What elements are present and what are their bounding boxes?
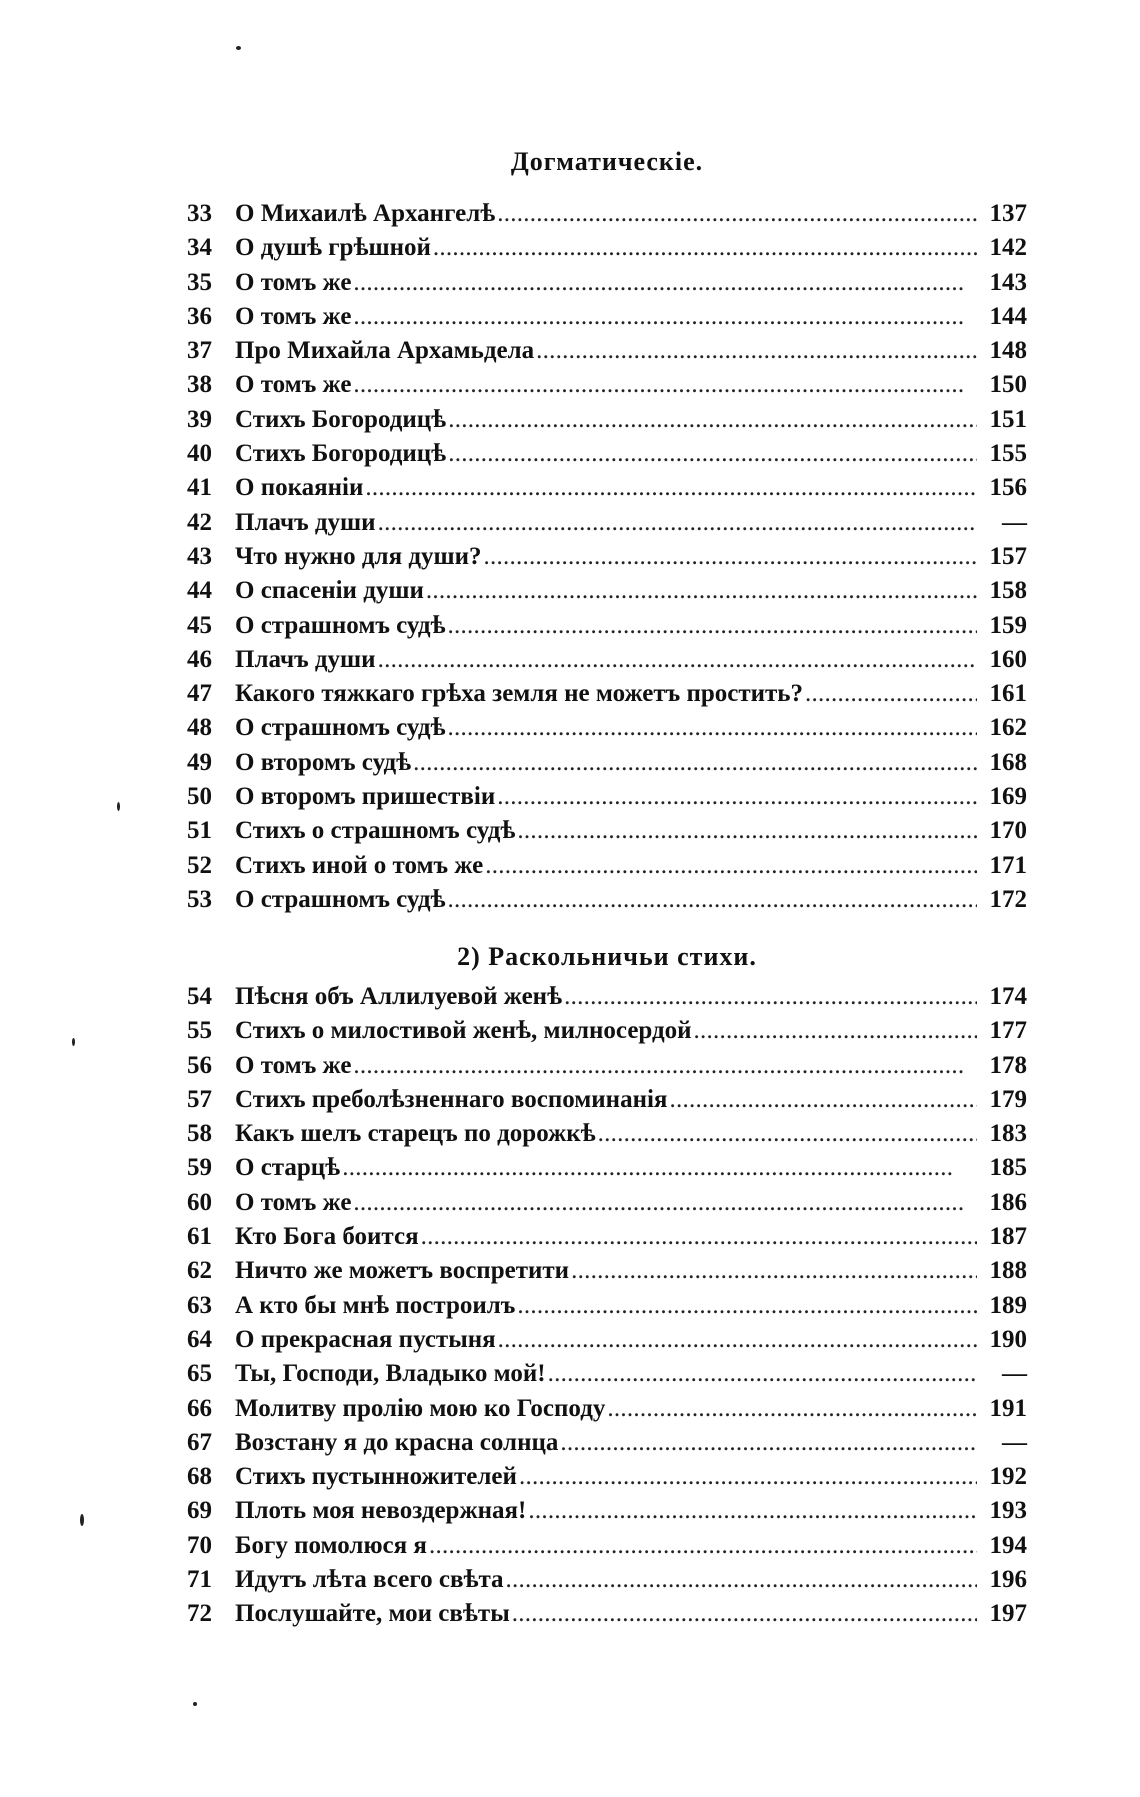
entry-number: 43 <box>187 542 212 570</box>
dot-leader <box>448 612 977 640</box>
entry-title: О прекрасная пустыня <box>235 1325 496 1353</box>
entry-page-number: 161 <box>989 680 1027 708</box>
toc-entry <box>187 1429 1027 1463</box>
entry-page-number: 177 <box>989 1017 1027 1045</box>
entry-page-number: 137 <box>989 200 1027 227</box>
toc-entry <box>187 337 1027 371</box>
entry-title: Кто Бога боится <box>235 1223 419 1251</box>
entry-number: 33 <box>187 200 212 227</box>
entry-title: О второмъ судѣ <box>235 748 412 776</box>
entry-title: Что нужно для души? <box>235 542 482 570</box>
entry-page-number: 171 <box>989 851 1027 879</box>
entry-number: 40 <box>187 440 212 468</box>
dot-leader <box>598 1120 977 1148</box>
entry-title: Ничто же можетъ воспретити <box>235 1257 570 1285</box>
entry-number: 67 <box>187 1428 212 1456</box>
entry-title: Стихъ о милостивой женѣ, милносердой <box>235 1017 692 1045</box>
entry-number: 68 <box>187 1463 212 1491</box>
toc-entry <box>187 1086 1027 1120</box>
entry-page-number: 196 <box>989 1566 1027 1594</box>
entry-page-number: 169 <box>989 783 1027 811</box>
ink-speck <box>193 1702 197 1706</box>
dot-leader <box>536 337 977 365</box>
toc-entry <box>187 1326 1027 1360</box>
entry-number: 45 <box>187 611 212 639</box>
toc-entry <box>187 1292 1027 1326</box>
section-heading-text: Раскольничьи стихи. <box>488 942 757 971</box>
entry-title: Какого тяжкаго грѣха земля не можетъ простить? <box>235 680 804 708</box>
toc-entry <box>187 474 1027 508</box>
entry-page-number: — <box>1002 1428 1027 1456</box>
dot-leader <box>433 234 977 262</box>
entry-number: 48 <box>187 714 212 742</box>
dot-leader <box>497 200 977 228</box>
dot-leader <box>528 1497 977 1525</box>
ink-speck <box>236 46 241 50</box>
entry-number: 44 <box>187 577 212 605</box>
entry-page-number: 190 <box>989 1325 1027 1353</box>
entry-title: О томъ же <box>235 1188 352 1216</box>
entry-page-number: — <box>1002 1360 1027 1388</box>
entry-page-number: 151 <box>989 405 1027 433</box>
section-heading-text: Догматическіе. <box>510 147 704 176</box>
dot-leader <box>413 749 977 777</box>
entry-number: 61 <box>187 1223 212 1251</box>
entry-number: 69 <box>187 1497 212 1525</box>
toc-entry <box>187 983 1027 1017</box>
section-heading-dogmatic <box>187 147 1027 177</box>
entry-number: 56 <box>187 1051 212 1079</box>
entry-title: Плоть моя невоздержная! <box>235 1497 527 1525</box>
dot-leader <box>378 646 977 674</box>
entry-title: Стихъ Богородицѣ <box>235 405 447 433</box>
entry-number: 62 <box>187 1257 212 1285</box>
dot-leader <box>365 474 977 502</box>
dot-leader <box>421 1223 977 1251</box>
entry-title: Богу помолюся я <box>235 1531 427 1559</box>
entry-number: 72 <box>187 1600 212 1628</box>
entry-number: 64 <box>187 1325 212 1353</box>
toc-entry <box>187 1395 1027 1429</box>
entry-title: О томъ же <box>235 268 352 296</box>
entry-page-number: 188 <box>989 1257 1027 1285</box>
entry-number: 42 <box>187 508 212 536</box>
entry-title: Стихъ преболѣзненнаго воспоминанія <box>235 1085 668 1113</box>
entry-page-number: 187 <box>989 1223 1027 1251</box>
entry-number: 47 <box>187 680 212 708</box>
dot-leader <box>378 509 977 537</box>
dot-leader <box>353 269 977 297</box>
entry-number: 54 <box>187 983 212 1010</box>
toc-entry <box>187 1120 1027 1154</box>
toc-entry <box>187 509 1027 543</box>
entry-number: 51 <box>187 817 212 845</box>
entry-title: Стихъ пустынножителей <box>235 1463 517 1491</box>
toc-entry <box>187 749 1027 783</box>
dot-leader <box>805 680 977 708</box>
dot-leader <box>484 543 977 571</box>
entry-number: 39 <box>187 405 212 433</box>
toc-entry <box>187 1052 1027 1086</box>
toc-entry <box>187 1223 1027 1257</box>
toc-entry <box>187 680 1027 714</box>
dot-leader <box>342 1154 977 1182</box>
entry-page-number: 179 <box>989 1085 1027 1113</box>
entry-title: Идутъ лѣта всего свѣта <box>235 1566 504 1594</box>
dot-leader <box>512 1600 977 1628</box>
toc-entry <box>187 714 1027 748</box>
dot-leader <box>694 1017 977 1045</box>
dot-leader <box>517 817 977 845</box>
ink-speck <box>80 1514 84 1526</box>
toc-entry <box>187 406 1027 440</box>
entry-page-number: 191 <box>989 1394 1027 1422</box>
entry-number: 59 <box>187 1154 212 1182</box>
entry-title: Какъ шелъ старецъ по дорожкѣ <box>235 1120 596 1148</box>
entry-page-number: 158 <box>989 577 1027 605</box>
entry-page-number: 183 <box>989 1120 1027 1148</box>
dot-leader <box>564 983 977 1011</box>
dot-leader <box>571 1257 977 1285</box>
dot-leader <box>548 1360 977 1388</box>
toc-entry <box>187 1257 1027 1291</box>
dot-leader <box>448 886 977 914</box>
dot-leader <box>519 1463 977 1491</box>
entry-title: О спасеніи души <box>235 577 424 605</box>
entry-page-number: 157 <box>989 542 1027 570</box>
toc-entry <box>187 303 1027 337</box>
entry-number: 53 <box>187 885 212 913</box>
dot-leader <box>353 1052 977 1080</box>
entry-page-number: 150 <box>989 371 1027 399</box>
entry-page-number: 156 <box>989 474 1027 502</box>
dot-leader <box>353 303 977 331</box>
dot-leader <box>429 1532 977 1560</box>
entry-title: О страшномъ судѣ <box>235 714 446 742</box>
entry-page-number: 197 <box>989 1600 1027 1628</box>
entry-number: 46 <box>187 645 212 673</box>
dot-leader <box>485 852 977 880</box>
dot-leader <box>669 1086 977 1114</box>
entry-number: 49 <box>187 748 212 776</box>
toc-entry <box>187 200 1027 234</box>
entry-title: Плачъ души <box>235 645 376 673</box>
toc-entry <box>187 783 1027 817</box>
entry-number: 36 <box>187 302 212 330</box>
toc-entry <box>187 852 1027 886</box>
entry-number: 70 <box>187 1531 212 1559</box>
dot-leader <box>448 440 977 468</box>
entry-page-number: 160 <box>989 645 1027 673</box>
dot-leader <box>498 1326 977 1354</box>
toc-entry <box>187 1154 1027 1188</box>
entry-number: 35 <box>187 268 212 296</box>
toc-entry <box>187 1566 1027 1600</box>
entry-title: Пѣсня объ Аллилуевой женѣ <box>235 983 563 1010</box>
toc-entry <box>187 646 1027 680</box>
entry-number: 52 <box>187 851 212 879</box>
dot-leader <box>497 783 977 811</box>
entry-title: О томъ же <box>235 1051 352 1079</box>
toc-entry <box>187 440 1027 474</box>
entry-title: О томъ же <box>235 302 352 330</box>
toc-entry <box>187 1497 1027 1531</box>
entry-title: О страшномъ судѣ <box>235 885 446 913</box>
entry-page-number: — <box>1002 508 1027 536</box>
entry-number: 58 <box>187 1120 212 1148</box>
toc-list-dogmatic <box>187 200 1027 920</box>
entry-page-number: 155 <box>989 440 1027 468</box>
entry-page-number: 178 <box>989 1051 1027 1079</box>
dot-leader <box>506 1566 977 1594</box>
entry-number: 63 <box>187 1291 212 1319</box>
toc-entry <box>187 1189 1027 1223</box>
toc-entry <box>187 1600 1027 1634</box>
entry-number: 55 <box>187 1017 212 1045</box>
section-number: 2) <box>457 942 481 971</box>
dot-leader <box>517 1292 977 1320</box>
entry-title: О страшномъ судѣ <box>235 611 446 639</box>
dot-leader <box>353 1189 977 1217</box>
entry-page-number: 194 <box>989 1531 1027 1559</box>
entry-number: 71 <box>187 1566 212 1594</box>
toc-entry <box>187 886 1027 920</box>
entry-title: Стихъ Богородицѣ <box>235 440 447 468</box>
toc-entry <box>187 612 1027 646</box>
entry-page-number: 148 <box>989 337 1027 365</box>
dot-leader <box>353 371 977 399</box>
entry-page-number: 143 <box>989 268 1027 296</box>
entry-page-number: 168 <box>989 748 1027 776</box>
entry-title: Про Михайла Архамьдела <box>235 337 535 365</box>
entry-page-number: 170 <box>989 817 1027 845</box>
entry-title: Стихъ о страшномъ судѣ <box>235 817 516 845</box>
entry-title: О Михаилѣ Архангелѣ <box>235 200 496 227</box>
entry-title: О второмъ пришествіи <box>235 783 496 811</box>
entry-number: 60 <box>187 1188 212 1216</box>
entry-title: Молитву пролію мою ко Господу <box>235 1394 606 1422</box>
entry-title: О томъ же <box>235 371 352 399</box>
entry-title: Ты, Господи, Владыко мой! <box>235 1360 546 1388</box>
toc-entry <box>187 269 1027 303</box>
entry-page-number: 192 <box>989 1463 1027 1491</box>
dot-leader <box>560 1429 977 1457</box>
entry-page-number: 172 <box>989 885 1027 913</box>
dot-leader <box>448 406 977 434</box>
dot-leader <box>607 1395 977 1423</box>
toc-entry <box>187 577 1027 611</box>
entry-title: О старцѣ <box>235 1154 341 1182</box>
entry-number: 37 <box>187 337 212 365</box>
ink-speck <box>72 1038 75 1046</box>
section-heading-schismatic <box>187 942 1027 972</box>
toc-entry <box>187 1017 1027 1051</box>
entry-title: О покаяніи <box>235 474 364 502</box>
entry-page-number: 186 <box>989 1188 1027 1216</box>
toc-entry <box>187 1463 1027 1497</box>
entry-number: 57 <box>187 1085 212 1113</box>
toc-entry <box>187 371 1027 405</box>
entry-page-number: 189 <box>989 1291 1027 1319</box>
entry-number: 41 <box>187 474 212 502</box>
entry-number: 65 <box>187 1360 212 1388</box>
entry-page-number: 144 <box>989 302 1027 330</box>
toc-entry <box>187 234 1027 268</box>
entry-number: 66 <box>187 1394 212 1422</box>
entry-title: Стихъ иной о томъ же <box>235 851 484 879</box>
entry-page-number: 162 <box>989 714 1027 742</box>
entry-title: Послушайте, мои свѣты <box>235 1600 510 1628</box>
dot-leader <box>426 577 977 605</box>
dot-leader <box>448 714 977 742</box>
entry-title: О душѣ грѣшной <box>235 234 431 262</box>
toc-entry <box>187 1532 1027 1566</box>
toc-entry <box>187 817 1027 851</box>
entry-number: 34 <box>187 234 212 262</box>
entry-page-number: 142 <box>989 234 1027 262</box>
entry-page-number: 193 <box>989 1497 1027 1525</box>
toc-entry <box>187 1360 1027 1394</box>
entry-title: А кто бы мнѣ построилъ <box>235 1291 516 1319</box>
entry-title: Возстану я до красна солнца <box>235 1428 559 1456</box>
entry-page-number: 185 <box>989 1154 1027 1182</box>
toc-list-schismatic <box>187 983 1027 1635</box>
toc-entry <box>187 543 1027 577</box>
entry-number: 38 <box>187 371 212 399</box>
entry-number: 50 <box>187 783 212 811</box>
entry-page-number: 174 <box>989 983 1027 1010</box>
entry-title: Плачъ души <box>235 508 376 536</box>
entry-page-number: 159 <box>989 611 1027 639</box>
ink-speck <box>117 802 120 811</box>
